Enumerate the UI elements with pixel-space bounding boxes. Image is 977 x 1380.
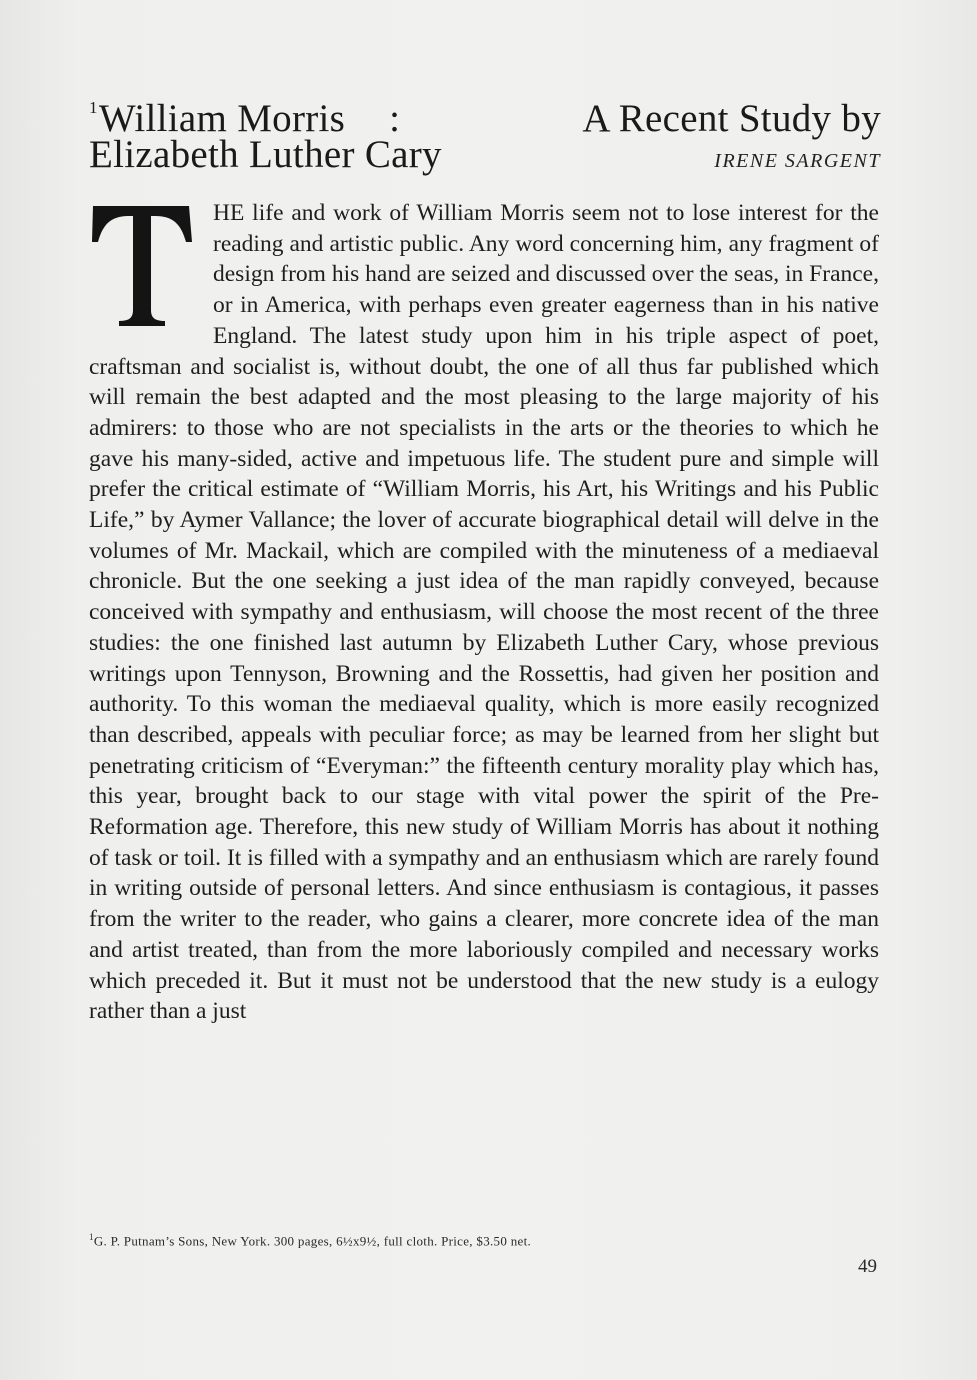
title-line-1 (89, 84, 881, 140)
title-part-1: William Morris (98, 97, 346, 140)
page-number: 49 (858, 1256, 877, 1277)
footnote-text: G. P. Putnam’s Sons, New York. 300 pages, 6½x9½, full cloth. Price, $3.50 net. (93, 1233, 532, 1249)
drop-cap-glyph (89, 202, 195, 328)
footnote (89, 1232, 879, 1249)
title-part-2: A Recent Study by (582, 97, 881, 140)
title-line-2-row (89, 131, 881, 178)
footnote-ref: 1 (89, 1232, 94, 1242)
title-separator: : (389, 97, 401, 140)
footnote-marker: 1 (89, 98, 98, 117)
article-body (89, 198, 879, 1027)
author-byline: IRENE SARGENT (714, 150, 881, 172)
body-text: HE life and work of William Morris seem not to lose interest for the reading and artistic public. Any word concerning him, any fragment of design from his hand are seized and discussed over the seas, in France, or in America, with perhaps even greater eagerness than in his native England. The latest study upon him in his triple aspect of poet, craftsman and socialist is, without doubt, the one of all thus far published which will remain the best adapted and the most pleasing to the large majority of his admirers: to those who are not specialists in the arts or the theories to which he gave his many-sided, active and impetuous life. The student pure and simple will prefer the critical estimate of “William Morris, his Art, his Writings and his Public Life,” by Aymer Vallance; the lover of accurate biographical detail will delve in the volumes of Mr. Mackail, which are compiled with the minuteness of a mediaeval chronicle. But the one seeking a just idea of the man rapidly conveyed, because conceived with sympathy and enthusiasm, will choose the most recent of the three studies: the one finished last autumn by Elizabeth Luther Cary, whose previous writings upon Tennyson, Browning and the Rossettis, had given her position and authority. To this woman the mediaeval quality, which is more easily recognized than described, appeals with peculiar force; as may be learned from her slight but penetrating criticism of “Everyman:” the fifteenth century morality play which has, this year, brought back to our stage with vital power the spirit of the Pre-Reformation age. Therefore, this new study of William Morris has about it nothing of task or toil. It is filled with a sympathy and an enthusiasm which are rarely found in writing outside of personal letters. And since enthusiasm is contagious, it passes from the writer to the reader, who gains a clearer, more concrete idea of the man and artist treated, than from the more laboriously compiled and necessary works which preceded it. But it must not be understood that the new study is a eulogy rather than a just (89, 200, 879, 1025)
drop-cap (89, 202, 195, 328)
article-title (89, 84, 881, 178)
title-line-2: Elizabeth Luther Cary (89, 133, 442, 176)
